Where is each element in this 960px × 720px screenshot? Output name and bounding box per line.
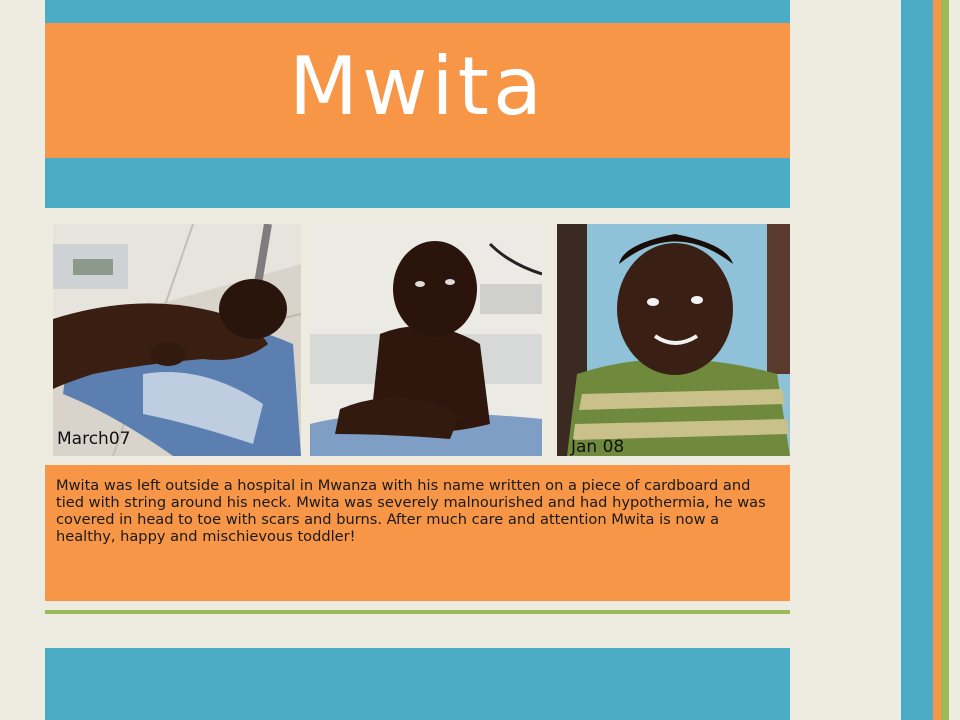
slide-title: Mwita xyxy=(288,39,547,133)
photo-middle-image xyxy=(310,224,542,456)
photo-march07-image xyxy=(53,224,301,456)
photo-jan08-image xyxy=(557,224,790,456)
side-stripe-blue xyxy=(901,0,933,720)
photo-caption-jan08: Jan 08 xyxy=(571,437,625,457)
divider-line xyxy=(45,610,790,614)
story-panel xyxy=(45,465,790,601)
footer-blue-panel xyxy=(45,648,790,720)
side-stripe-orange xyxy=(933,0,941,720)
photo-jan08 xyxy=(557,224,790,456)
side-stripe-green xyxy=(941,0,949,720)
story-text: Mwita was left outside a hospital in Mwanza with his name written on a piece of cardboard and tied with string around his neck. Mwita was severely malnourished and had hypothermia, he was covered in head to toe with scars and burns. After much care and attention Mwita is now a healthy, happy and mischievous toddler! xyxy=(56,477,766,545)
photo-middle xyxy=(310,224,542,456)
photo-caption-march07: March07 xyxy=(57,429,131,449)
photo-march07 xyxy=(53,224,301,456)
title-banner xyxy=(45,23,790,158)
